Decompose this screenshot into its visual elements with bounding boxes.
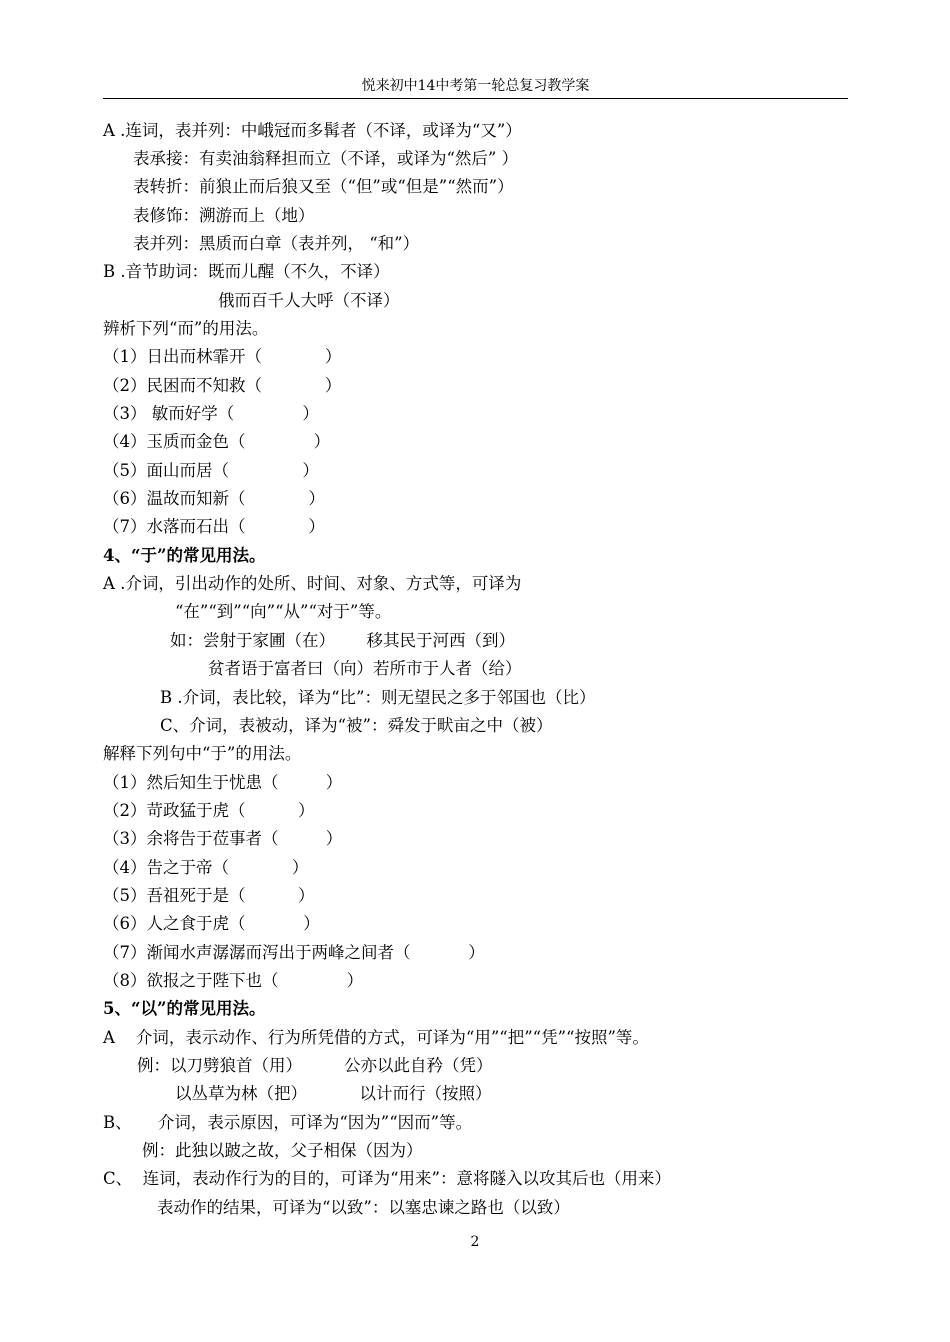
text-line: 表修饰：溯游而上（地） xyxy=(133,206,315,225)
exercise-item: （8）欲报之于陛下也（ ） xyxy=(103,971,364,990)
text-line: 辨析下列“而”的用法。 xyxy=(103,319,269,338)
exercise-item: （6）温故而知新（ ） xyxy=(103,489,325,508)
section-heading: 4、“于”的常见用法。 xyxy=(103,546,266,565)
text-line: 如：尝射于家圃（在） 移其民于河西（到） xyxy=(170,631,515,650)
text-line: C、介词，表被动，译为“被”：舜发于畎亩之中（被） xyxy=(160,716,553,735)
exercise-item: （5）面山而居（ ） xyxy=(103,461,319,480)
exercise-item: （7）渐闻水声潺潺而泻出于两峰之间者（ ） xyxy=(103,943,485,962)
text-line: B .介词，表比较，译为“比”：则无望民之多于邻国也（比） xyxy=(160,688,596,707)
exercise-item: （3） 敏而好学（ ） xyxy=(103,404,319,423)
text-line: A .连词，表并列：中峨冠而多髯者（不译，或译为“又”） xyxy=(103,121,522,140)
text-line: A 介词，表示动作、行为所凭借的方式，可译为“用”“把”“凭”“按照”等。 xyxy=(103,1028,649,1047)
text-line: 表转折：前狼止而后狼又至（“但”或“但是”“然而”） xyxy=(133,177,514,196)
text-line: B .音节助词：既而儿醒（不久，不译） xyxy=(103,262,390,281)
text-line: A .介词，引出动作的处所、时间、对象、方式等，可译为 xyxy=(103,574,522,593)
text-line: 以丛草为林（把） 以计而行（按照） xyxy=(175,1084,492,1103)
text-line: C、 连词，表动作行为的目的，可译为“用来”：意将隧入以攻其后也（用来） xyxy=(103,1169,671,1188)
text-line: 表并列：黑质而白章（表并列， “和”） xyxy=(133,234,420,253)
exercise-item: （2）苛政猛于虎（ ） xyxy=(103,801,315,820)
page-header: 悦来初中14中考第一轮总复习教学案 xyxy=(103,74,848,99)
text-line: 贫者语于富者曰（向）若所市于人者（给） xyxy=(208,659,522,678)
exercise-item: （2）民困而不知救（ ） xyxy=(103,376,342,395)
exercise-item: （6）人之食于虎（ ） xyxy=(103,914,320,933)
text-line: “在”“到”“向”“从”“对于”等。 xyxy=(175,602,392,621)
text-line: 表动作的结果，可译为“以致”：以塞忠谏之路也（以致） xyxy=(157,1198,570,1217)
text-line: 例：以刀劈狼首（用） 公亦以此自矜（凭） xyxy=(137,1056,493,1075)
exercise-item: （5）吾祖死于是（ ） xyxy=(103,886,315,905)
text-line: B、 介词，表示原因，可译为“因为”“因而”等。 xyxy=(103,1113,473,1132)
page-number: 2 xyxy=(470,1234,480,1250)
section-heading: 5、“以”的常见用法。 xyxy=(103,999,266,1018)
exercise-item: （1）然后知生于忧患（ ） xyxy=(103,773,343,792)
exercise-item: （1）日出而林霏开（ ） xyxy=(103,347,342,366)
exercise-item: （3）余将告于莅事者（ ） xyxy=(103,829,343,848)
text-line: 例：此独以跛之故，父子相保（因为） xyxy=(142,1141,423,1160)
exercise-item: （4）玉质而金色（ ） xyxy=(103,432,331,451)
text-line: 解释下列句中“于”的用法。 xyxy=(103,744,302,763)
text-line: 俄而百千人大呼（不译） xyxy=(218,291,400,310)
exercise-item: （4）告之于帝（ ） xyxy=(103,858,309,877)
text-line: 表承接：有卖油翁释担而立（不译，或译为“然后” ） xyxy=(133,149,519,168)
exercise-item: （7）水落而石出（ ） xyxy=(103,517,325,536)
